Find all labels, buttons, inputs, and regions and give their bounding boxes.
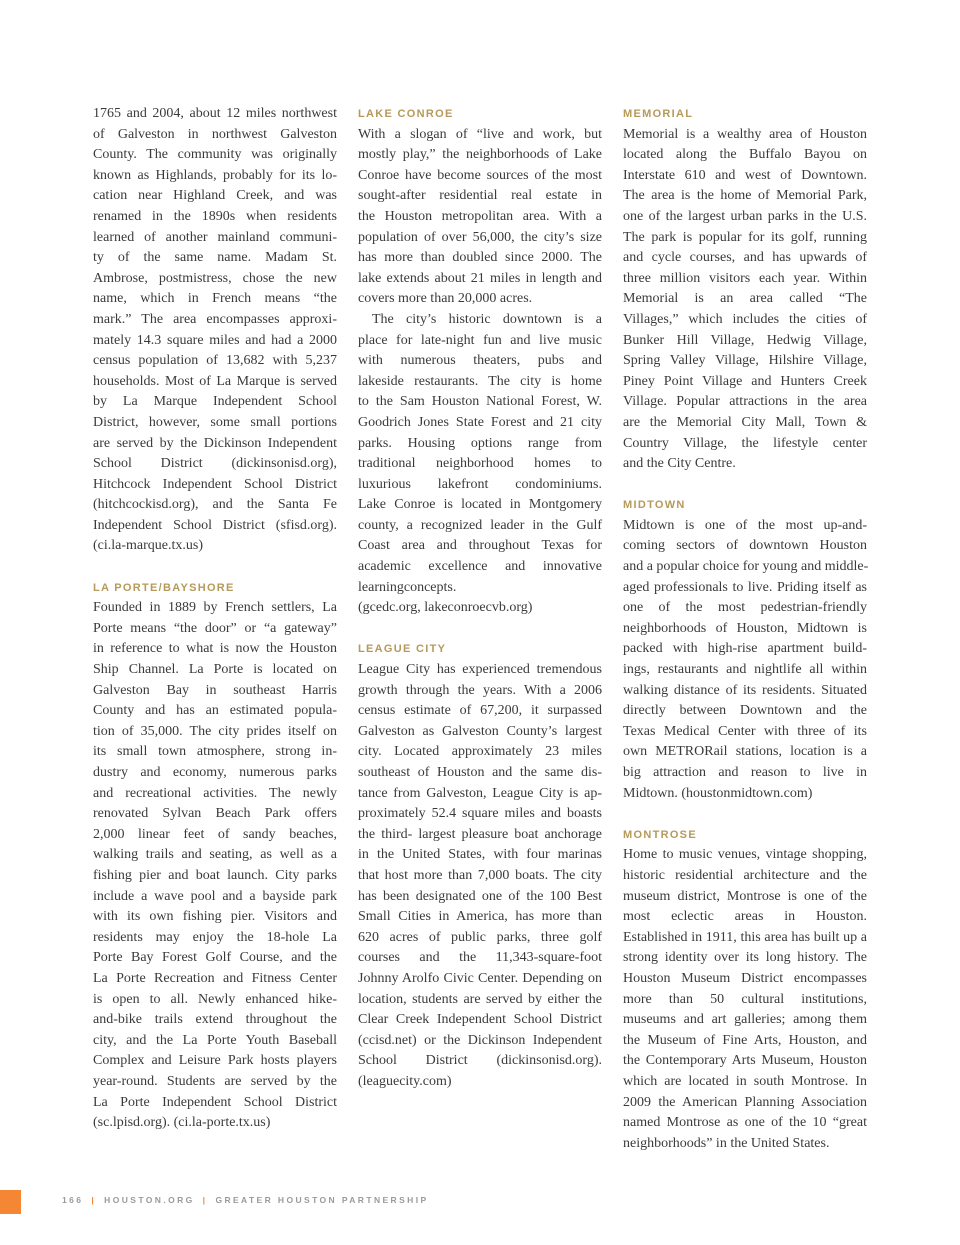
text-line: Complex and Leisure Park hosts players [93,1053,337,1069]
text-line: Ship Channel. La Porte is located on [93,662,337,678]
text-line: 620 acres of public parks, three golf [358,929,602,945]
paragraph [93,598,337,1133]
text-line: growth through the years. With a 2006 [358,682,602,698]
text-line: Home to music venues, vintage shopping, [623,847,867,863]
text-line: the Museum of Fine Arts, Houston, and [623,1032,867,1048]
text-line: by La Marque Independent School [93,394,337,410]
text-line: renamed in the 1890s when residents [93,208,337,224]
footer-site: HOUSTON.ORG [104,1195,195,1205]
text-line: Clear Creek Independent School District [358,1012,602,1028]
text-line: 2009 the American Planning Association [623,1094,867,1110]
text-line: has more than doubled since 2000. The [358,250,602,266]
text-line: (ci.la-marque.tx.us) [93,538,204,554]
paragraph [623,125,867,475]
text-line: learningconcepts. [358,579,457,595]
column-1 [93,104,337,1134]
text-line: Village. Popular attractions in the area [623,394,867,410]
text-line: Bunker Hill Village, Hedwig Village, [623,332,867,348]
footer-publisher: GREATER HOUSTON PARTNERSHIP [215,1195,429,1205]
section-heading: MONTROSE [623,828,697,841]
footer-separator: | [202,1195,208,1205]
text-line: strong identity over its long history. The [623,950,867,966]
text-line: walking trails and seating, as well as a [93,847,337,863]
text-line: parks. Housing options range from [358,435,602,451]
article-section [623,825,867,1155]
text-line: and the City Centre. [623,456,736,472]
article-section [623,104,867,475]
text-line: museum district, Montrose is one of the [623,888,867,904]
text-line: renovated Sylvan Beach Park offers [93,806,337,822]
text-line: and recreational activities. The newly [93,785,337,801]
text-line: big attraction and reason to live in [623,765,867,780]
text-line: directly between Downtown and the [623,703,867,719]
footer-separator: | [91,1195,97,1205]
text-line: more than 50 cultural institutions, [623,991,867,1007]
text-line: covers more than 20,000 acres. [358,291,533,307]
text-line: neighborhoods” in the United States. [623,1135,830,1151]
text-line: in the United States, with four marinas [358,847,602,863]
text-line: southeast of Houston and the same dis- [358,765,602,780]
text-line: Goodrich Jones State Forest and 21 city [358,414,602,430]
section-heading: MIDTOWN [623,499,686,512]
text-line: and-bike trails extend throughout the [93,1012,337,1028]
text-line: mostly play,” the neighborhoods of Lake [358,147,602,163]
text-line: ty of the same name. Madam St. [93,250,337,266]
paragraph [358,660,602,1092]
text-line: District, however, some small portions [93,414,337,430]
text-line: Porte Bay Forest Golf Course, and the [93,950,337,966]
text-line: city. Located approximately 23 miles [358,744,602,760]
text-line: Midtown. (houstonmidtown.com) [623,785,813,801]
text-line: Independent School District (sfisd.org). [93,517,337,533]
text-line: and a popular choice for young and middle- [623,559,869,575]
text-line: 1765 and 2004, about 12 miles northwest [93,106,337,121]
text-line: County and has an estimated popula- [93,703,337,719]
text-line: with numerous theaters, pubs and [358,353,602,369]
text-line: learned of another mainland communi- [93,229,337,245]
text-line: With a slogan of “live and work, but [358,126,602,142]
text-line: Galveston Bay in southeast Harris [93,682,337,698]
text-line: Founded in 1889 by French settlers, La [93,600,337,616]
text-line: School District (dickinsonisd.org). [358,1053,602,1069]
text-line: The park is popular for its golf, running [623,229,867,245]
paragraph [93,104,337,557]
text-line: households. Most of La Marque is served [93,373,337,389]
text-line: which are located in south Montrose. In [623,1073,867,1089]
text-line: is open to all. Newly enhanced hike- [93,991,337,1007]
text-line: School District (dickinsonisd.org), [93,456,337,472]
text-line: are the Memorial City Mall, Town & [623,414,867,430]
text-line: lakeside restaurants. The city is home [358,373,602,389]
section-spacer [358,619,602,640]
text-line: include a wave pool and a bayside park [93,888,337,904]
article-section [358,104,602,619]
text-line: name, which in French means “the [93,291,337,307]
paragraph [623,516,867,804]
text-line: sought-after residential real estate in [358,188,602,204]
text-line: named Montrose as one of the 10 “great [623,1115,867,1131]
article-section [623,495,867,804]
text-line: mately 14.3 square miles and had a 2000 [93,332,337,348]
text-line: ings, restaurants and nightlife all within [623,662,867,678]
text-line: Conroe have become sources of the most [358,167,602,183]
text-line: has been designated one of the 100 Best [358,888,602,904]
text-line: its small town atmosphere, strong in- [93,744,337,760]
text-line: Midtown is one of the most up-and- [623,517,867,533]
text-line: Established in 1911, this area has built up a [623,929,867,945]
text-line: historic residential architecture and the [623,867,867,883]
text-line: Spring Valley Village, Hilshire Village, [623,353,867,369]
text-line: located along the Buffalo Bayou on [623,147,867,163]
paragraph [358,125,602,310]
section-heading: LA PORTE/BAYSHORE [93,581,235,594]
text-line: 2,000 linear feet of sandy beaches, [93,826,337,842]
text-line: Houston Museum District encompasses [623,970,867,986]
text-line: the Contemporary Arts Museum, Houston [623,1053,867,1069]
text-line: La Porte Independent School District [93,1094,337,1110]
paragraph [623,845,867,1154]
text-line: Memorial is an area called “The [623,291,867,307]
text-line: traditional neighborhood homes to [358,456,602,472]
text-line: Texas Medical Center with three of its [623,723,867,739]
text-line: three million visitors each year. Within [623,270,867,286]
text-line: Small Cities in America, has more than [358,909,602,925]
text-line: fishing pier and boat launch. City parks [93,867,337,883]
text-line: mark.” The area encompasses approxi- [93,311,337,327]
text-line: Piney Point Village and Hunters Creek [623,373,867,389]
text-line: the third- largest pleasure boat anchorage [358,826,602,842]
text-line: neighborhoods of Houston, Midtown is [623,620,867,636]
text-line: known as Highlands, probably for its lo- [93,167,337,183]
text-line: Villages,” which includes the cities of [623,311,867,327]
text-line: lake extends about 21 miles in length and [358,270,602,286]
text-line: most eclectic areas in Houston. [623,909,867,925]
text-line: Galveston as Galveston County’s largest [358,723,602,739]
paragraph [358,310,602,619]
section-spacer [623,804,867,825]
text-line: tion of 35,000. The city prides itself on [93,723,337,739]
text-line: Interstate 610 and west of Downtown. [623,167,867,183]
text-line: and cycle courses, and has upwards of [623,250,867,266]
section-heading: MEMORIAL [623,108,694,120]
column-2 [358,104,602,1093]
text-line: museums and art galleries; among them [623,1012,867,1028]
text-line: city, and the La Porte Youth Baseball [93,1032,337,1048]
text-line: (sc.lpisd.org). (ci.la-porte.tx.us) [93,1115,271,1131]
article-section [93,104,337,557]
text-line: luxurious lakefront condominiums. [358,476,602,492]
page-edge-tab [0,1190,21,1214]
text-line: own METRORail stations, location is a [623,744,867,760]
column-3 [623,104,867,1154]
text-line: (leaguecity.com) [358,1073,452,1089]
text-line: with its own fishing pier. Visitors and [93,909,337,925]
text-line: Country Village, the lifestyle center [623,435,867,451]
text-line: (hitchcockisd.org), and the Santa Fe [93,497,337,513]
text-line: League City has experienced tremendous [358,662,602,678]
text-line: The area is the home of Memorial Park, [623,188,867,204]
section-heading: LEAGUE CITY [358,643,447,656]
text-line: the Houston metropolitan area. With a [358,208,602,224]
text-line: Hitchcock Independent School District [93,476,337,492]
text-line: proximately 52.4 square miles and boasts [358,806,602,822]
text-line: (ccisd.net) or the Dickinson Independent [358,1032,602,1048]
text-line: one of the largest urban parks in the U.S. [623,208,867,224]
text-line: aged professionals to live. Priding itself as [623,579,867,595]
text-line: (gcedc.org, lakeconroecvb.org) [358,600,533,616]
text-line: dustry and economy, numerous parks [93,765,337,780]
text-line: to the Sam Houston National Forest, W. [358,394,602,410]
page-footer [62,1195,429,1205]
text-line: census estimate of 67,200, it surpassed [358,703,602,719]
section-heading: LAKE CONROE [358,108,454,120]
text-line: one of the most pedestrian-friendly [623,600,867,616]
text-line: walking distance of its residents. Situated [623,682,867,698]
text-line: academic excellence and innovative [358,559,602,575]
text-line: Coast area and throughout Texas for [358,538,602,554]
article-section [358,639,602,1092]
text-line: La Porte Recreation and Fitness Center [93,970,337,986]
text-line: The city’s historic downtown is a [372,311,602,327]
text-line: residents may enjoy the 18-hole La [93,929,337,945]
text-line: in reference to what is now the Houston [93,641,337,657]
text-line: Memorial is a wealthy area of Houston [623,126,867,142]
text-line: County. The community was originally [93,147,337,163]
section-spacer [623,475,867,496]
text-line: population of over 56,000, the city’s size [358,229,602,245]
text-line: that host more than 7,000 boats. The city [358,867,602,883]
text-line: Porte means “the door” or “a gateway” [93,620,337,636]
text-line: Johnny Arolfo Civic Center. Depending on [358,970,602,986]
section-spacer [93,557,337,578]
text-line: of Galveston in northwest Galveston [93,126,337,142]
text-line: coming sectors of downtown Houston [623,538,867,554]
text-line: census population of 13,682 with 5,237 [93,353,337,369]
text-line: courses and the 11,343-square-foot [358,950,602,966]
text-line: tance from Galveston, League City is ap- [358,785,602,801]
text-line: location, students are served by either the [358,991,602,1007]
text-line: are served by the Dickinson Independent [93,435,337,451]
text-line: Ambrose, postmistress, chose the new [93,270,337,286]
page-number: 166 [62,1195,84,1205]
text-line: county, a recognized leader in the Gulf [358,517,602,533]
text-line: packed with high-rise apartment build- [623,641,867,657]
article-section [93,578,337,1134]
text-line: year-round. Students are served by the [93,1073,337,1089]
text-line: place for late-night fun and live music [358,332,602,348]
text-line: cation near Highland Creek, and was [93,188,337,204]
text-line: Lake Conroe is located in Montgomery [358,497,602,513]
